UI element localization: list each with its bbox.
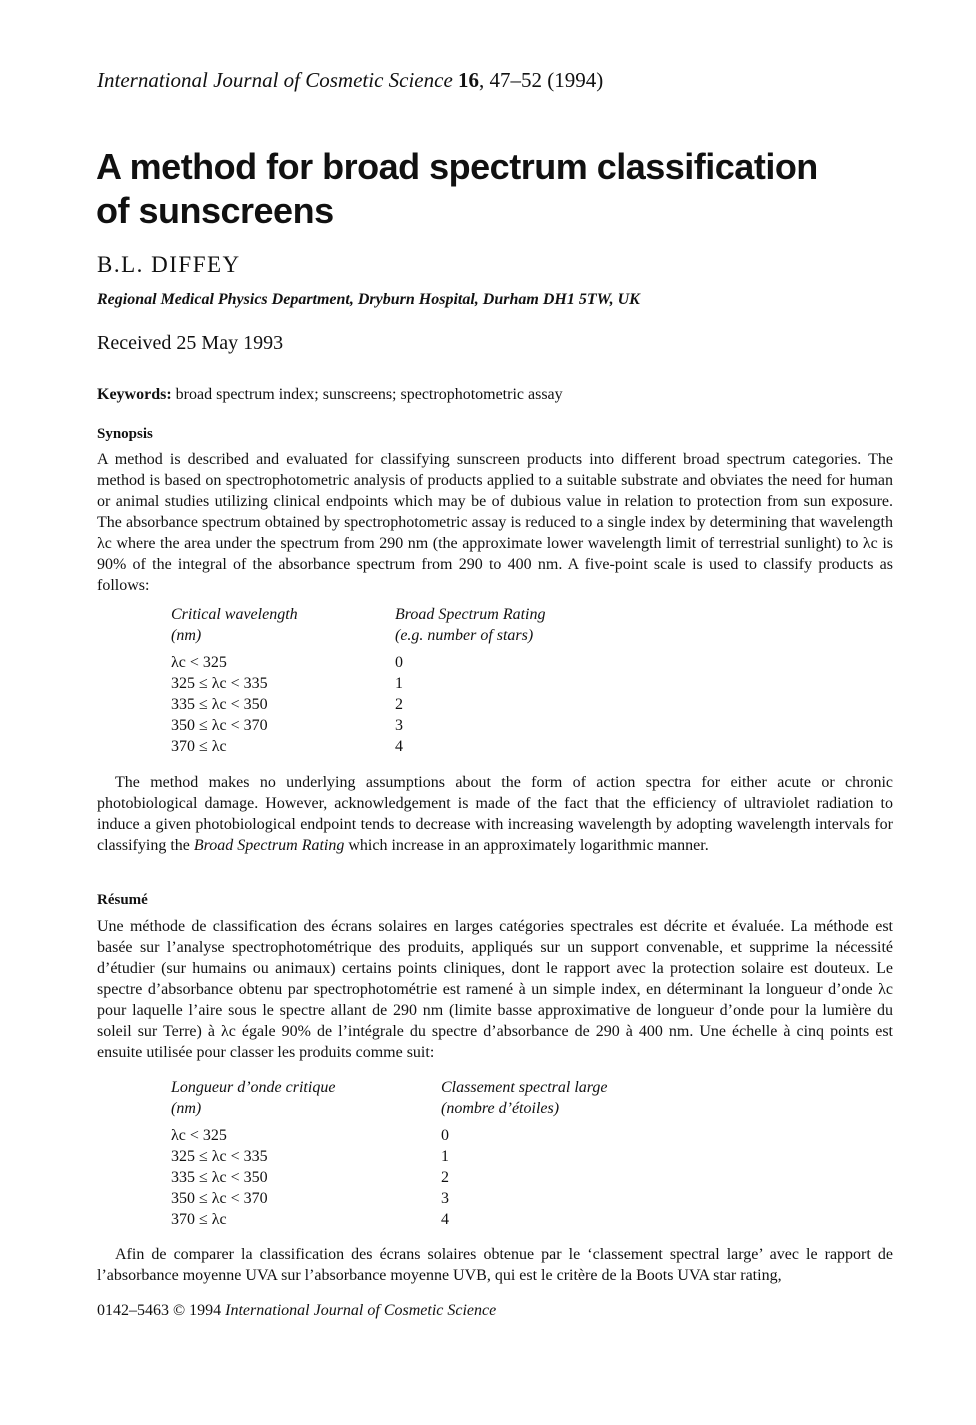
table-row: λc < 325 0: [171, 1127, 449, 1144]
table-header-cell: (nm): [171, 627, 202, 644]
journal-pages-year: , 47–52 (1994): [479, 68, 604, 92]
synopsis-paragraph-1: A method is described and evaluated for classifying sunscreen products into different broad spectrum categories. The method is based on spectrophotometric analysis of products applied to a suitable substrate and obviates the need for human or animal studies utilizing clinical endpoints which may be of dubious value in relation to protection from sun exposure. The absorbance spectrum obtained by spectrophotometric assay is reduced to a single index by determining that wavelength λc where the area under the spectrum from 290 nm (the approximate lower wavelength limit of terrestrial sunlight) to λc is 90% of the integral of the absorbance spectrum from 290 to 400 nm. A five-point scale is used to classify products as follows:: [97, 451, 893, 594]
table-header-cell: (nombre d’étoiles): [441, 1100, 560, 1117]
table-header-cell: Classement spectral large: [441, 1079, 608, 1096]
table-row: λc < 325 0: [171, 654, 403, 671]
author: B.L. DIFFEY: [97, 252, 241, 277]
resume-rating-table: [171, 1079, 608, 1232]
article-title: [96, 145, 896, 233]
received-date: Received 25 May 1993: [97, 332, 284, 354]
journal-volume: 16: [458, 68, 480, 92]
table-row: 370 ≤ λc 4: [171, 1211, 449, 1228]
table-row: 335 ≤ λc < 350 2: [171, 1169, 449, 1186]
table-row: 370 ≤ λc 4: [171, 738, 403, 755]
copyright-footer: 0142–5463 © 1994 International Journal of Cosmetic Science: [97, 1302, 497, 1319]
table-header-cell: (nm): [171, 1100, 202, 1117]
keywords: [97, 386, 563, 404]
title-line-1: A method for broad spectrum classification: [96, 146, 818, 187]
keywords-label: Keywords:: [97, 386, 172, 403]
synopsis-rating-table: [171, 606, 546, 759]
table-header-cell: (e.g. number of stars): [395, 627, 534, 644]
affiliation: Regional Medical Physics Department, Dryburn Hospital, Durham DH1 5TW, UK: [97, 291, 640, 308]
table-header-cell: Broad Spectrum Rating: [395, 606, 546, 623]
resume-paragraph-2: Afin de comparer la classification des écrans solaires obtenue par le ‘classement spectral large’ avec le rapport de l’absorbance moyenne UVA sur l’absorbance moyenne UVB, qui est le critère de la Boots UVA star rating,: [97, 1246, 893, 1284]
resume-heading: Résumé: [97, 892, 148, 908]
table-header-cell: Longueur d’onde critique: [171, 1079, 336, 1096]
table-row: 325 ≤ λc < 335 1: [171, 1148, 449, 1165]
keywords-text: broad spectrum index; sunscreens; spectrophotometric assay: [175, 386, 563, 403]
resume-paragraph-1: Une méthode de classification des écrans solaires en larges catégories spectrales est décrite et évaluée. La méthode est basée sur l’analyse spectrophotométrique des produits, appliqués sur un support convenable, et supprime la nécessité d’étudier (sur humains ou animaux) certains points cliniques, dont le rapport avec la protection solaire est douteux. Le spectre d’absorbance obtenu par spectrophotométrie est ramené à un simple index, en déterminant la longueur d’onde λc pour laquelle l’aire sous le spectre allant de 290 nm (limite basse approximative de longueur d’onde pour la lumière du soleil sur Terre) à λc égale 90% de l’intégrale du spectre d’absorbance de 290 à 400 nm. Une échelle à cinq points est ensuite utilisée pour classer les produits comme suit:: [97, 918, 893, 1061]
synopsis-heading: Synopsis: [97, 426, 153, 442]
journal-citation: [97, 68, 603, 93]
table-row: 325 ≤ λc < 335 1: [171, 675, 403, 692]
table-row: 335 ≤ λc < 350 2: [171, 696, 403, 713]
title-line-2: of sunscreens: [96, 190, 334, 231]
journal-name: International Journal of Cosmetic Science: [97, 68, 453, 92]
table-row: 350 ≤ λc < 370 3: [171, 717, 403, 734]
synopsis-paragraph-2: The method makes no underlying assumptions about the form of action spectra for either acute or chronic photobiological damage. However, acknowledgement is made of the fact that the efficiency of ultraviolet radiation to induce a given photobiological endpoint tends to decrease with increasing wavelength by adopting wavelength intervals for classifying the Broad Spectrum Rating which increase in an approximately logarithmic manner.: [97, 774, 893, 854]
table-header-cell: Critical wavelength: [171, 606, 298, 623]
table-row: 350 ≤ λc < 370 3: [171, 1190, 449, 1207]
